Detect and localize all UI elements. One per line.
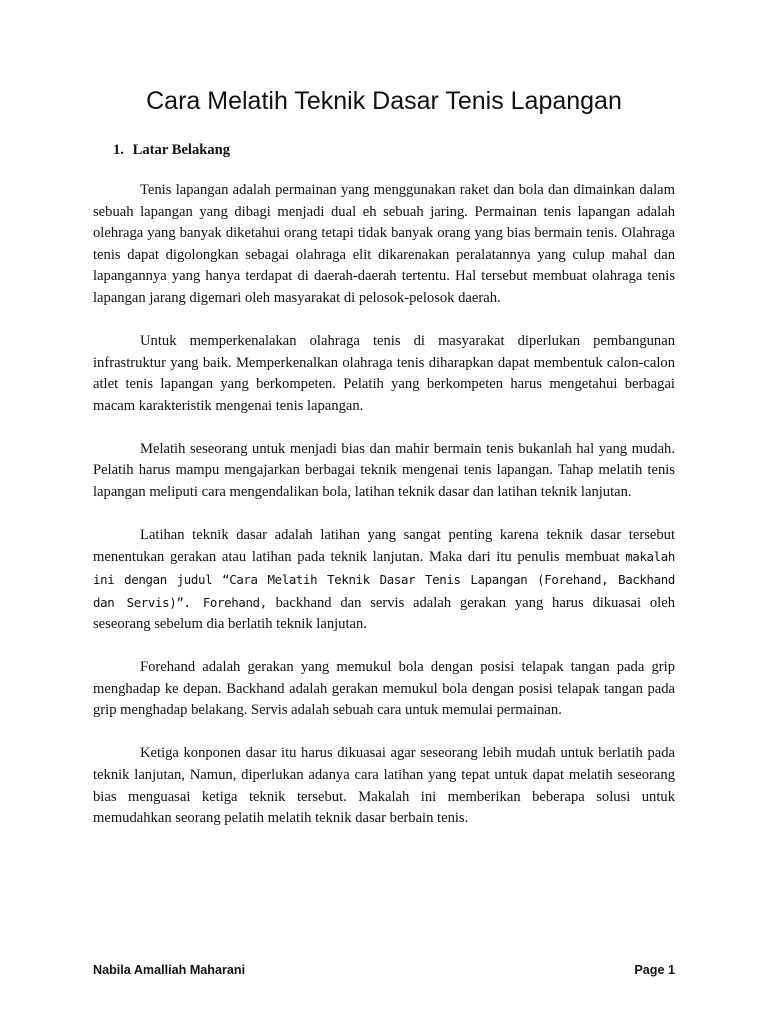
- paragraph-text: backhand dan servis adalah gerakan yang harus dikuasai oleh seseorang sebelum dia berlatih teknik lanjutan.: [93, 594, 676, 633]
- section-number: 1.: [113, 142, 124, 158]
- paragraph: Untuk memperkenalakan olahraga tenis di masyarakat diperlukan pembangunan infrastruktur yang baik. Memperkenalkan olahraga tenis diharapkan dapat membentuk calon-calon atlet tenis lapangan yang berkompeten. Pelatih yang berkompeten harus mengetahui berbagai macam karakteristik mengenai tenis lapangan.: [93, 332, 675, 414]
- document-title: Cara Melatih Teknik Dasar Tenis Lapangan: [146, 87, 622, 115]
- paragraph: Forehand adalah gerakan yang memukul bola dengan posisi telapak tangan pada grip menghadap ke depan. Backhand adalah gerakan memukul bola dengan posisi telapak tangan pada grip menghadap belakang. Servis adalah sebuah cara untuk memulai permainan.: [93, 659, 675, 719]
- section-heading: [113, 140, 230, 160]
- paragraph: Ketiga konponen dasar itu harus dikuasai agar seseorang lebih mudah untuk berlatih pada teknik lanjutan, Namun, diperlukan adanya cara latihan yang tepat untuk dapat melatih seseorang bias menguasai ketiga teknik tersebut. Makalah ini memberikan beberapa solusi untuk memudahkan seorang pelatih melatih teknik dasar berbain tenis.: [93, 745, 675, 827]
- body-text: [93, 180, 675, 851]
- paragraph: [93, 525, 675, 636]
- footer-author: Nabila Amalliah Maharani: [93, 963, 246, 977]
- footer-page-number: Page 1: [634, 963, 675, 977]
- paragraph: Tenis lapangan adalah permainan yang menggunakan raket dan bola dan dimainkan dalam sebuah lapangan yang dibagi menjadi dual eh sebuah jaring. Permainan tenis lapangan adalah olehraga yang banyak diketahui orang tetapi tidak banyak orang yang bias bermain tenis. Olahraga tenis dapat digolongkan sebagai olahraga elit dikarenakan peralatannya yang culup mahal dan lapangannya yang hanya terdapat di daerah-daerah tertentu. Hal tersebut membuat olahraga tenis lapangan jarang digemari oleh masyarakat di pelosok-pelosok daerah.: [93, 182, 675, 306]
- paragraph: Melatih seseorang untuk menjadi bias dan mahir bermain tenis bukanlah hal yang mudah. Pelatih harus mampu mengajarkan berbagai teknik mengenai tenis lapangan. Tahap melatih tenis lapangan meliputi cara mengendalikan bola, latihan teknik dasar dan latihan teknik lanjutan.: [93, 440, 675, 500]
- section-heading-text: Latar Belakang: [132, 142, 231, 158]
- paragraph-text: Latihan teknik dasar adalah latihan yang sangat penting karena teknik dasar tersebut menentukan gerakan atau latihan pada teknik lanjutan. Maka dari itu penulis membuat: [93, 526, 675, 566]
- paragraph-styled-text: makalah ini dengan judul “Cara Melatih Teknik Dasar Tenis Lapangan (Forehand, Backhand dan Servis)”. Forehand,: [93, 549, 675, 610]
